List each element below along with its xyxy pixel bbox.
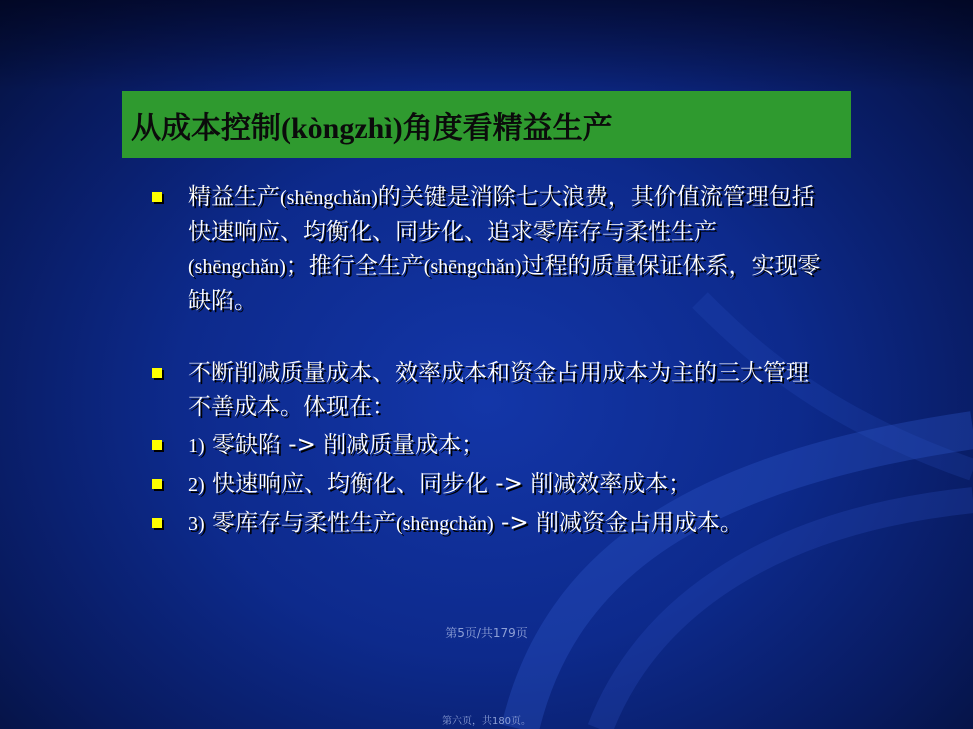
item-text: 的关键是消除七大浪费，其价值流管理包括快速响应、均衡化、同步化、追求零库存与柔性生产 xyxy=(188,184,815,245)
page-footer: 第六页，共180页。 xyxy=(441,716,532,727)
bullet-list xyxy=(150,180,830,541)
list-item xyxy=(150,506,830,541)
item-text: -> 削减资金占用成本。 xyxy=(493,510,743,536)
list-item xyxy=(150,467,830,502)
item-text: ；推行全生产 xyxy=(285,253,424,279)
item-pinyin: (shēngchǎn) xyxy=(188,256,286,278)
bullet-square-icon xyxy=(152,192,162,202)
item-text: 精益生产 xyxy=(188,184,280,210)
item-number: 3) xyxy=(188,513,205,535)
item-text: 不断削减质量成本、效率成本和资金占用成本为主的三大管理不善成本。体现在： xyxy=(188,360,809,420)
item-number: 2) xyxy=(188,474,205,496)
item-text: 零缺陷 -> 削减质量成本； xyxy=(204,432,485,458)
bullet-square-icon xyxy=(152,440,162,450)
title-pinyin: (kòngzhì) xyxy=(281,111,403,145)
item-pinyin: (shēngchǎn) xyxy=(280,187,378,209)
item-pinyin: (shēngchǎn) xyxy=(423,256,522,278)
bullet-square-icon xyxy=(152,368,162,378)
list-item xyxy=(150,180,830,318)
bullet-square-icon xyxy=(152,479,162,489)
bullet-square-icon xyxy=(152,518,162,528)
item-text: 快速响应、均衡化、同步化 -> 削减效率成本； xyxy=(204,471,692,497)
title-prefix: 从成本控制 xyxy=(131,110,281,146)
page-number: 第5页/共179页 xyxy=(445,626,528,640)
list-item xyxy=(150,356,830,424)
title-suffix: 角度看精益生产 xyxy=(402,110,613,146)
item-pinyin: (shēngchǎn) xyxy=(395,513,494,535)
item-text: 零库存与柔性生产 xyxy=(204,510,396,536)
slide-title xyxy=(131,103,613,147)
list-item xyxy=(150,428,830,463)
item-number: 1) xyxy=(188,435,205,457)
spacer xyxy=(150,318,830,356)
title-bar xyxy=(122,91,851,158)
item-text: 过程的质量保证体系，实现零缺陷。 xyxy=(188,253,821,314)
